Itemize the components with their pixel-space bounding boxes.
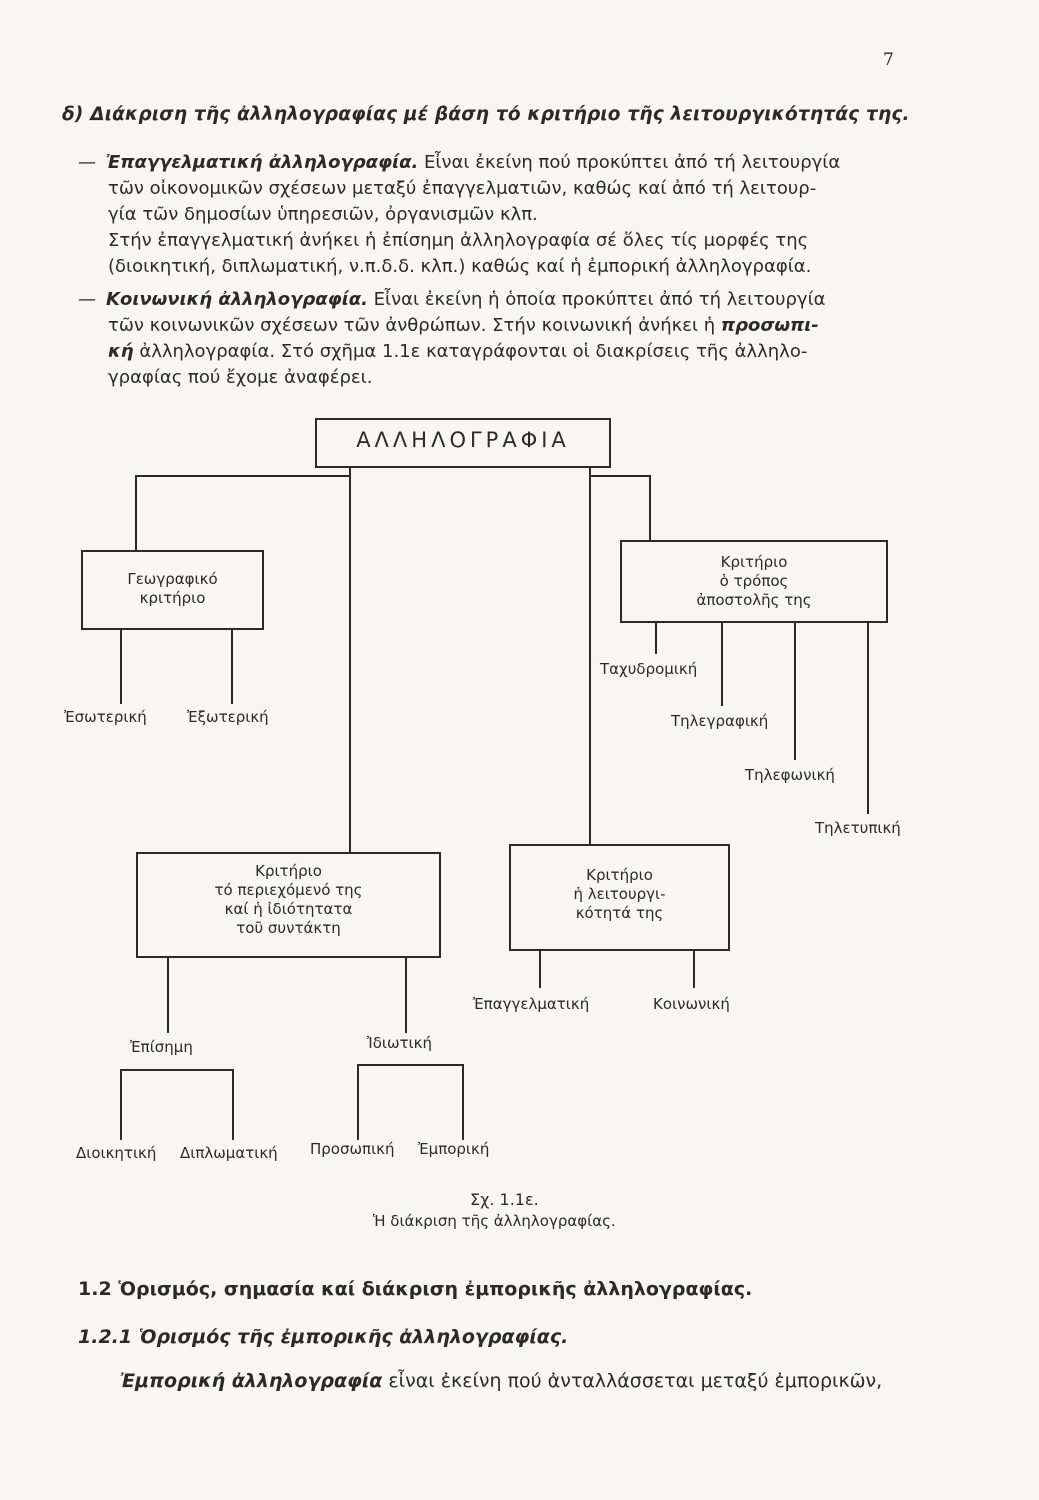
section-title-1-2: 1.2 Ὁρισμός, σημασία καί διάκριση ἐμπορικῆς ἀλληλογραφίας. xyxy=(78,1278,753,1300)
text-line: κότητά της xyxy=(575,904,664,922)
label-diplomatic: Διπλωματική xyxy=(180,1144,278,1162)
text-line: Στήν ἐπαγγελματική ἀνήκει ἡ ἐπίσημη ἀλληλογραφία σέ ὅλες τίς μορφές της xyxy=(108,230,809,251)
term-personal: προσωπι- xyxy=(720,315,819,336)
label-internal: Ἐσωτερική xyxy=(64,708,147,726)
connector-root-send xyxy=(590,476,650,541)
label-social: Κοινωνική xyxy=(653,995,730,1013)
diagram-root-label: ΑΛΛΗΛΟΓΡΑΦΙΑ xyxy=(356,428,570,452)
text-line: καί ἡ ἰδιότητατα xyxy=(224,900,353,918)
dash: — xyxy=(78,152,96,173)
send-box-label xyxy=(621,553,887,610)
text: τῶν κοινωνικῶν σχέσεων τῶν ἀνθρώπων. Στήν κοινωνική ἀνήκει ἡ xyxy=(108,315,721,336)
page-number: 7 xyxy=(883,50,894,70)
connector-private-children xyxy=(358,1065,463,1140)
label-telegraph: Τηλεγραφική xyxy=(671,712,769,730)
text-line: Κριτήριο xyxy=(720,553,788,571)
text-line: τῶν οἰκονομικῶν σχέσεων μεταξύ ἐπαγγελματιῶν, καθώς καί ἀπό τή λειτουρ- xyxy=(108,178,817,199)
text: Εἶναι ἐκείνη πού προκύπτει ἀπό τή λειτουργία xyxy=(418,152,841,173)
text-line: Κριτήριο xyxy=(255,862,322,880)
label-telex: Τηλετυπική xyxy=(815,819,901,837)
text: Εἶναι ἐκείνη ἡ ὁποία προκύπτει ἀπό τή λειτουργία xyxy=(367,289,826,310)
label-telephone: Τηλεφωνική xyxy=(745,766,835,784)
text-line: ὁ τρόπος xyxy=(719,572,789,590)
connector-official-children xyxy=(121,1070,233,1140)
text-line: Κριτήριο xyxy=(586,866,653,884)
text-line: κριτήριο xyxy=(139,589,206,607)
label-administrative: Διοικητική xyxy=(76,1144,157,1162)
text-line: γραφίας πού ἔχομε ἀναφέρει. xyxy=(108,367,373,388)
term-personal-end: κή xyxy=(108,341,134,362)
figure-number: Σχ. 1.1ε. xyxy=(470,1190,539,1209)
text-line: ἀποστολῆς της xyxy=(696,591,812,609)
text-line: Γεωγραφικό xyxy=(127,570,218,588)
text: εἶναι ἐκείνη πού ἀνταλλάσσεται μεταξύ ἐμπορικῶν, xyxy=(382,1370,883,1392)
term-professional: Ἐπαγγελματική ἀλληλογραφία. xyxy=(106,152,419,173)
section-title-1-2-1: 1.2.1 Ὁρισμός τῆς ἐμπορικῆς ἀλληλογραφίας. xyxy=(78,1326,569,1348)
text-line: τό περιεχόμενό της xyxy=(214,881,363,899)
connector-root-geo xyxy=(136,467,350,551)
label-professional: Ἐπαγγελματική xyxy=(473,995,590,1013)
dash: — xyxy=(78,289,96,310)
text-line: ἡ λειτουργι- xyxy=(573,885,666,903)
definition-line xyxy=(120,1370,882,1392)
text-line: γία τῶν δημοσίων ὑπηρεσιῶν, ὀργανισμῶν κλπ. xyxy=(108,204,538,225)
text: ἀλληλογραφία. Στό σχῆμα 1.1ε καταγράφονται οἱ διακρίσεις τῆς ἀλληλο- xyxy=(133,341,808,362)
label-private: Ἰδιωτική xyxy=(367,1034,432,1052)
func-box-label xyxy=(510,866,729,923)
label-external: Ἐξωτερική xyxy=(187,708,269,726)
section-heading: δ) Διάκριση τῆς ἀλληλογραφίας μέ βάση τό κριτήριο τῆς λειτουργικότητάς της. xyxy=(62,104,910,125)
figure-caption: Ἡ διάκριση τῆς ἀλληλογραφίας. xyxy=(373,1212,616,1230)
label-official: Ἐπίσημη xyxy=(130,1038,193,1056)
label-personal: Προσωπική xyxy=(310,1140,395,1158)
text-line: τοῦ συντάκτη xyxy=(236,919,341,937)
label-commercial: Ἐμπορική xyxy=(418,1140,490,1158)
term-social: Κοινωνική ἀλληλογραφία. xyxy=(106,289,368,310)
geo-box-label xyxy=(82,570,263,608)
content-box-label xyxy=(137,862,440,938)
text-line: (διοικητική, διπλωματική, ν.π.δ.δ. κλπ.) καθώς καί ἡ ἐμπορική ἀλληλογραφία. xyxy=(108,256,812,277)
term-commercial-correspondence: Ἐμπορική ἀλληλογραφία xyxy=(120,1370,383,1392)
label-postal: Ταχυδρομική xyxy=(600,660,698,678)
